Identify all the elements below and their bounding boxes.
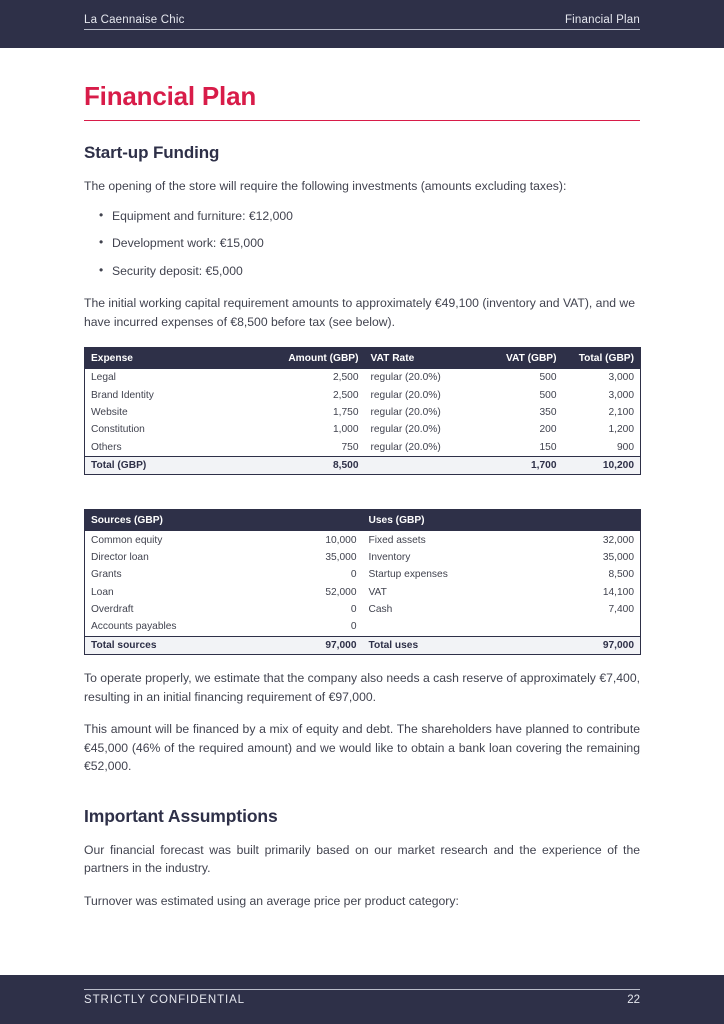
paragraph-working-capital: The initial working capital requirement amounts to approximately €49,100 (inventory and VAT), and we have incurred expenses of €8,500 before tax (see below). [84,296,635,329]
cell-source-label: Loan [85,584,263,601]
cell-amount: 2,500 [260,387,365,404]
cell-total-total: 10,200 [563,457,641,475]
paragraph-financing-mix: This amount will be financed by a mix of equity and debt. The shareholders have planned to contribute €45,000 (46% of the required amount) and we would like to obtain a bank loan covering the remaining €52,000. [84,722,640,774]
cell-expense: Others [85,439,260,457]
cell-expense: Constitution [85,421,260,438]
cell-amount: 1,750 [260,404,365,421]
table-spacer [84,475,640,493]
cell-vat: 350 [485,404,563,421]
column-header-sources-value [263,510,363,532]
list-item: • Development work: €15,000 [112,234,640,252]
cell-vat-rate: regular (20.0%) [365,387,485,404]
table-row [85,584,641,601]
header-rule-container [84,14,640,30]
cell-source-value: 10,000 [263,531,363,548]
table-total-row [85,636,641,654]
cell-vat: 500 [485,387,563,404]
cell-use-label: VAT [363,584,543,601]
cell-vat: 150 [485,439,563,457]
table-header-row [85,510,641,532]
column-header-uses-value [543,510,641,532]
page-content [84,48,640,910]
cell-expense: Legal [85,369,260,386]
cell-use-value: 7,400 [543,601,641,618]
cell-expense: Brand Identity [85,387,260,404]
page-header [0,0,724,48]
table-header-row [85,348,641,370]
list-item: • Security deposit: €5,000 [112,262,640,280]
investments-list [84,207,640,280]
cell-source-value: 52,000 [263,584,363,601]
cell-total-uses-value: 97,000 [543,636,641,654]
page-title: Financial Plan [84,81,257,111]
cell-source-value: 35,000 [263,549,363,566]
cell-source-label: Accounts payables [85,618,263,636]
cell-total-label: Total (GBP) [85,457,260,475]
cell-total-vat-rate [365,457,485,475]
cell-use-value [543,618,641,636]
cell-source-label: Grants [85,566,263,583]
table-row [85,421,641,438]
cell-use-label [363,618,543,636]
column-header-expense: Expense [85,348,260,370]
paragraph-forecast-basis: Our financial forecast was built primarily based on our market research and the experience of the partners in the industry. [84,842,640,876]
column-header-sources: Sources (GBP) [85,510,263,532]
column-header-amount: Amount (GBP) [260,348,365,370]
cell-source-value: 0 [263,566,363,583]
cell-vat-rate: regular (20.0%) [365,404,485,421]
cell-source-value: 0 [263,601,363,618]
cell-use-value: 35,000 [543,549,641,566]
cell-source-label: Overdraft [85,601,263,618]
cell-source-label: Common equity [85,531,263,548]
cell-total: 3,000 [563,369,641,386]
cell-amount: 1,000 [260,421,365,438]
table-row [85,549,641,566]
footer-confidentiality-label: STRICTLY CONFIDENTIAL [84,994,245,1006]
table-row [85,439,641,457]
cell-use-label: Inventory [363,549,543,566]
cell-total-amount: 8,500 [260,457,365,475]
cell-amount: 750 [260,439,365,457]
table-row [85,369,641,386]
cell-use-label: Fixed assets [363,531,543,548]
paragraph-cash-reserve: To operate properly, we estimate that the company also needs a cash reserve of approximately €7,400, resulting in an initial financing requirement of €97,000. [84,671,640,704]
cell-total-uses-label: Total uses [363,636,543,654]
table-row [85,404,641,421]
table-total-row [85,457,641,475]
header-company-name: La Caennaise Chic [84,14,185,26]
expenses-table [84,347,641,475]
column-header-vat: VAT (GBP) [485,348,563,370]
paragraph-turnover-estimate: Turnover was estimated using an average price per product category: [84,893,459,908]
cell-expense: Website [85,404,260,421]
cell-total: 2,100 [563,404,641,421]
title-underline-rule [84,120,640,121]
footer-rule-container [84,989,640,1006]
cell-vat: 200 [485,421,563,438]
cell-total-sources-label: Total sources [85,636,263,654]
cell-total: 1,200 [563,421,641,438]
table-row [85,566,641,583]
heading-important-assumptions: Important Assumptions [84,805,278,826]
cell-amount: 2,500 [260,369,365,386]
cell-use-value: 14,100 [543,584,641,601]
paragraph-investments-intro: The opening of the store will require the following investments (amounts excluding taxes): [84,178,567,193]
cell-use-value: 8,500 [543,566,641,583]
list-item: • Equipment and furniture: €12,000 [112,207,640,225]
column-header-total: Total (GBP) [563,348,641,370]
table-row [85,531,641,548]
table-row [85,601,641,618]
footer-page-number: 22 [627,994,640,1006]
cell-source-label: Director loan [85,549,263,566]
cell-total: 900 [563,439,641,457]
table-row [85,387,641,404]
cell-total-sources-value: 97,000 [263,636,363,654]
column-header-vat-rate: VAT Rate [365,348,485,370]
cell-vat-rate: regular (20.0%) [365,369,485,386]
cell-total-vat: 1,700 [485,457,563,475]
cell-vat: 500 [485,369,563,386]
cell-vat-rate: regular (20.0%) [365,421,485,438]
column-header-uses: Uses (GBP) [363,510,543,532]
cell-source-value: 0 [263,618,363,636]
cell-use-value: 32,000 [543,531,641,548]
heading-startup-funding: Start-up Funding [84,142,220,162]
cell-vat-rate: regular (20.0%) [365,439,485,457]
sources-uses-table [84,509,641,655]
cell-total: 3,000 [563,387,641,404]
header-document-title: Financial Plan [564,14,640,26]
cell-use-label: Startup expenses [363,566,543,583]
table-row [85,618,641,636]
page-footer [0,975,724,1024]
cell-use-label: Cash [363,601,543,618]
